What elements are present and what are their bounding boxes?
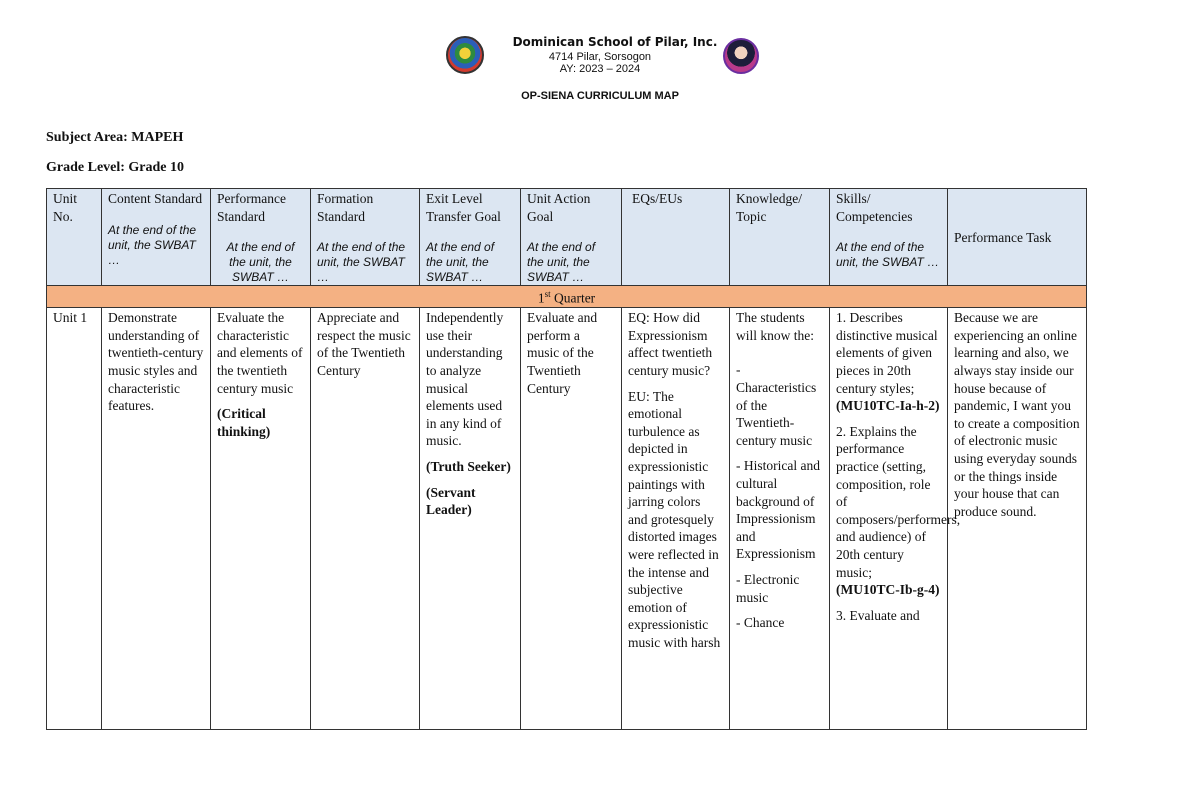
table-row <box>47 308 1087 730</box>
subject-area <box>46 130 183 146</box>
col-eqs-header: EQs/EUs <box>622 189 730 286</box>
grade-level <box>46 160 184 176</box>
cell-action-goal: Evaluate and perform a music of the Twentieth Century <box>521 308 622 730</box>
cell-content-standard: Demonstrate understanding of twentieth-century music styles and characteristic features. <box>102 308 211 730</box>
patron-saint-logo <box>723 38 759 74</box>
exit-tag-servant-leader: (Servant Leader) <box>426 484 476 518</box>
col-skills-header: Skills/ Competencies At the end of the unit, the SWBAT … <box>830 189 948 286</box>
cell-eqs-eus <box>622 308 730 730</box>
grade-value: Grade 10 <box>128 160 185 175</box>
col-action-header: Unit Action Goal At the end of the unit, the SWBAT … <box>521 189 622 286</box>
curriculum-map-table <box>46 188 1087 730</box>
subject-value: MAPEH <box>131 130 184 145</box>
cell-skills: 1. Describes distinctive musical elements of given pieces in 20th century styles; (MU10TC-Ia-h-2) 2. Explains the performance practice (setting, composition, role of composers/performers, and audience) of 20th century music; (MU10TC-Ib-g-4) 3. Evaluate and <box>830 308 948 730</box>
quarter-label: 1st Quarter <box>47 286 1087 308</box>
grade-label: Grade Level: <box>46 160 125 175</box>
cell-unit: Unit 1 <box>47 308 102 730</box>
col-formation-header: Formation Standard At the end of the unit, the SWBAT … <box>311 189 420 286</box>
school-address: 4714 Pilar, Sorsogon <box>548 51 652 63</box>
skill-code-1: (MU10TC-Ia-h-2) <box>836 398 940 414</box>
skill-code-2: (MU10TC-Ib-g-4) <box>836 582 940 598</box>
exit-tag-truth-seeker: (Truth Seeker) <box>426 459 511 475</box>
cell-knowledge: The students will know the: - Characteristics of the Twentieth-century music - Historical and cultural background of Impressionism and Expressionism - Electronic music - Chance <box>730 308 830 730</box>
col-performance-header: Performance Standard At the end of the unit, the SWBAT … <box>211 189 311 286</box>
academic-year: AY: 2023 – 2024 <box>559 63 641 75</box>
col-unit-header: Unit No. <box>47 189 102 286</box>
cell-exit-goal: Independently use their understanding to analyze musical elements used in any kind of music. (Truth Seeker) (Servant Leader) <box>420 308 521 730</box>
performance-tag: (Critical thinking) <box>217 406 271 439</box>
quarter-row <box>47 286 1087 308</box>
cell-performance-standard: Evaluate the characteristic and elements of the twentieth century music (Critical thinking) <box>211 308 311 730</box>
col-task-header: Performance Task <box>948 189 1087 286</box>
enduring-understanding: EU: The emotional turbulence as depicted in expressionistic paintings with jarring colors and grotesquely distorted images were reflected in the intense and subjective emotion of expressionistic music with harsh <box>628 388 721 650</box>
school-name: Dominican School of Pilar, Inc. <box>512 35 718 49</box>
essential-question: EQ: How did Expressionism affect twentieth century music? <box>628 310 713 379</box>
document-title: OP-SIENA CURRICULUM MAP <box>521 90 679 102</box>
subject-label: Subject Area: <box>46 130 128 145</box>
cell-performance-task: Because we are experiencing an online learning and also, we always stay inside our house because of pandemic, I want you to create a composition of electronic music using everyday sounds or the things inside your house that can produce sound. <box>948 308 1087 730</box>
col-knowledge-header: Knowledge/ Topic <box>730 189 830 286</box>
cell-formation-standard: Appreciate and respect the music of the Twentieth Century <box>311 308 420 730</box>
header-row <box>47 189 1087 286</box>
col-content-header: Content Standard At the end of the unit, the SWBAT … <box>102 189 211 286</box>
col-exit-header: Exit Level Transfer Goal At the end of the unit, the SWBAT … <box>420 189 521 286</box>
